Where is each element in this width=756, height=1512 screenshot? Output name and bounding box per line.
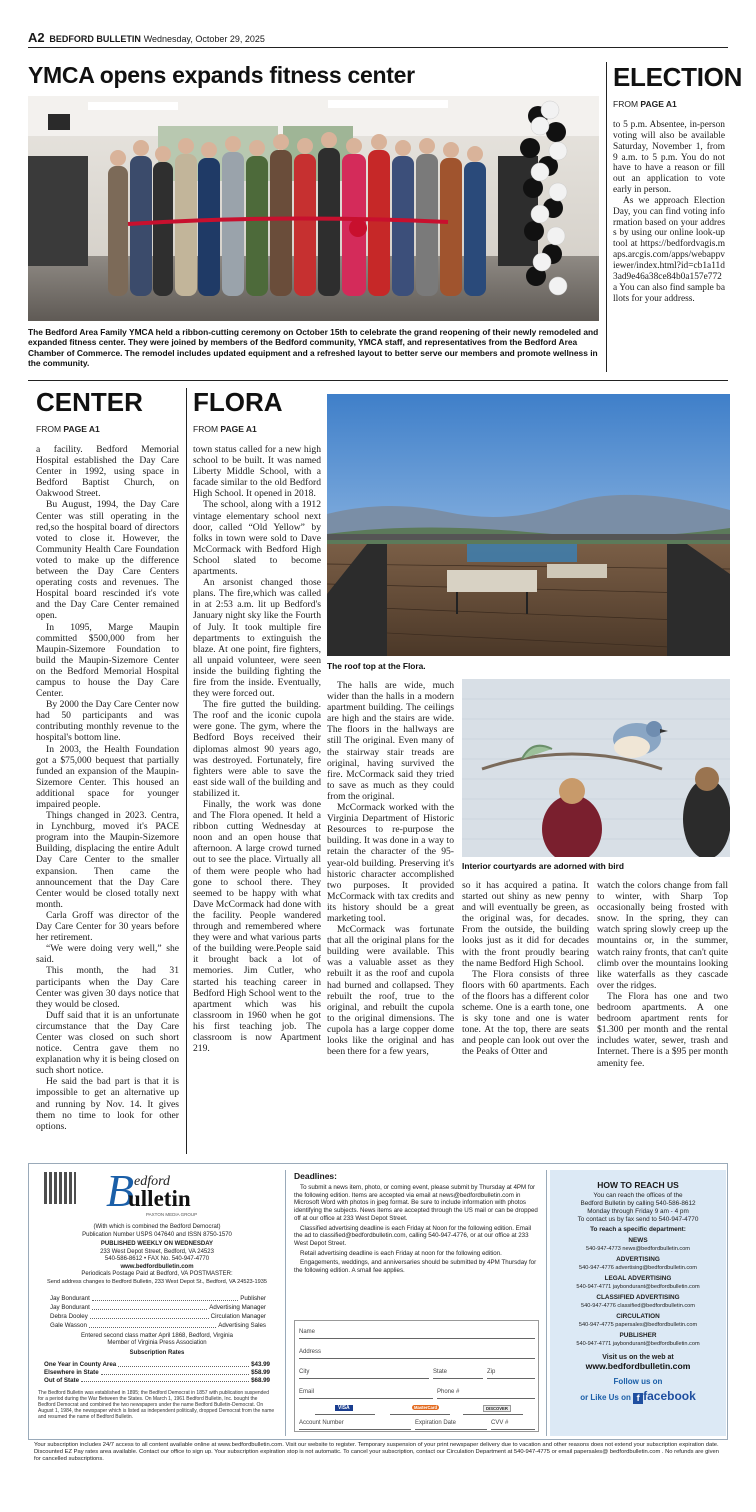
flora-roof-photo (327, 394, 730, 656)
card-checkbox-visa[interactable] (315, 1405, 375, 1415)
flora-paragraph: Finally, the work was done and The Flora opened. It held a ribbon cutting Wednesday at noon and an open house that afternoon. A large crowd turned out to see the place. Virtually all of them were people who had gone to school there. They seemed to be happy with what Dave McCormack had done with the facility. People wandered through and remembered where they were and what various parts of the building were.People said it brought back a lot of memories. Jim Cutler, who started his teaching career in Bedford High School went to the apartment which was his classroom in 1960 when he got his first teaching job. The classroom is now Apartment 219. (193, 799, 321, 1055)
header-rule (28, 47, 728, 48)
staff-name: Debra Dooley (50, 1313, 88, 1320)
rates-title: Subscription Rates (129, 1349, 185, 1356)
center-paragraph: In 2003, the Health Foundation got a $75,000 bequest that partially funded an expansion of the Maupin-Sizemore Center. This housed an additional space for younger impaired people. (36, 743, 179, 810)
staff-row (50, 1294, 266, 1303)
deadline-paragraph: Engagements, weddings, and anniversaries should be submitted by 4PM Thursday for the following edition. A small fee applies. (294, 1259, 537, 1275)
state-field[interactable] (433, 1369, 483, 1379)
account-label: Account Number (299, 1420, 344, 1426)
cvv-label: CVV # (491, 1420, 509, 1426)
masthead-history: The Bedford Bulletin was established in 1895; the Bedford Democrat in 1857 with publication suspended for a period during the War Between the States. On March 1, 1961 Bedford Bulletin, Inc. bought the Bedford Democrat and combined the two newspapers under the name Bedford Bulletin-Democrat. On August 1, 1984, the newspaper which is listed as independent politically, dropped Democrat from the name and resumed the name of Bedford Bulletin. (38, 1390, 275, 1421)
rate-row (44, 1369, 270, 1377)
masthead-line: 540-586-8612 • FAX No. 540-947-4770 (104, 1256, 210, 1262)
center-paragraph: Bu August, 1994, the Day Care Center was still operating in the red,so the hospital board of directors voted to close it. However, the Community Health Care Foundation voted to make up the difference between the Day Care Centers operating costs and revenues. The Hospital board rescinded it's vote and the Day Care Center remained open. (36, 499, 179, 622)
dept-name: NEWS (628, 1237, 648, 1244)
center-paragraph: “We were doing very well,” she said. (36, 943, 179, 966)
email-label: Email (299, 1389, 315, 1395)
flora-paragraph: The school, along with a 1912 vintage elementary school next door, called “Old Yellow” by folks in town were sold to Dave McCormack with Bedford High School slated to become apartments. (193, 499, 321, 578)
bulletin-logo (102, 1165, 282, 1218)
dept-contact[interactable]: 540-947-4771 jaybondurant@bedfordbulletin.com (576, 1284, 700, 1290)
dept-contact[interactable]: 540-947-4773 news@bedfordbulletin.com (586, 1246, 690, 1252)
account-number-field[interactable] (299, 1420, 411, 1430)
flora-column-3 (462, 880, 589, 1058)
address-field[interactable] (299, 1349, 535, 1359)
deadline-paragraph: Classified advertising deadline is each Friday at Noon for the following edition. Email the ad to classified@bedfordbulletin.com, calling 540-947-4776, or at our office at 233 West Depot Street. (294, 1224, 532, 1247)
center-paragraph: In 1095, Marge Maupin committed $500,000 from her Maupin-Sizemore Foundation to build the Maupin-Sizemore Center on the Bedford Memorial Hospital campus to house the Day Care Center. (36, 621, 179, 700)
masthead-line: (With which is combined the Bedford Democrat) (93, 1224, 221, 1230)
center-paragraph: Things changed in 2023. Centra, in Lynchburg, moved it's PACE program into the Maupin-Sizemore Building, displacing the entire Adult Day Care Center to the smaller expansion. Then came the announcement that the Day Care Center would be closed totally next month. (36, 810, 179, 910)
dept-contact[interactable]: 540-947-4776 classified@bedfordbulletin.com (581, 1303, 695, 1309)
name-field[interactable] (299, 1329, 535, 1339)
reach-follow: Follow us on (613, 1377, 663, 1386)
reach-title: HOW TO REACH US (597, 1180, 679, 1190)
rate-price: $68.99 (251, 1376, 270, 1384)
reach-intro (550, 1192, 726, 1404)
reach-dept-label: To reach a specific department: (590, 1226, 686, 1233)
issue-date: Wednesday, October 29, 2025 (143, 34, 265, 44)
reach-box (550, 1170, 726, 1436)
entered-line: Entered second class matter April 1868, Bedford, Virginia (81, 1333, 233, 1339)
cvv-field[interactable] (491, 1420, 535, 1430)
center-paragraph: Duff said that it is an unfortunate circumstance that the Day Care Center was closed on such short notice. Centra gave them no explanation why it is being closed on such short notice. (36, 1009, 179, 1077)
center-flora-rule (186, 388, 187, 1154)
election-from-page: PAGE A1 (640, 99, 677, 109)
flora-paragraph: The Flora has one and two bedroom apartments. A one bedroom apartment rents for $1.300 per month and the rental includes water, sewer, trash and Internet. There is a $95 per month amenity fee. (597, 990, 728, 1069)
dept-contact[interactable]: 540-947-4775 papersales@bedfordbulletin.com (578, 1322, 698, 1328)
reach-intro-line: To contact us by fax send to 540-947-4770 (577, 1216, 699, 1223)
flora-from-label: FROM (193, 424, 219, 434)
reach-intro-line: Bedford Bulletin by calling 540-586-8612 (580, 1200, 696, 1207)
flora-paragraph: watch the colors change from fall to winter, with Sharp Top occasionally being frosted with snow. In the spring, they can watch spring slowly creep up the mountains or, in the summer, watch rainy fronts, that can't quite climb over the mountains looking like waterfalls as they cascade over the ridges. (597, 880, 728, 991)
staff-name: Gale Wasson (50, 1322, 87, 1329)
masthead-box (34, 1165, 280, 1436)
masthead-line: Publication Number USPS 047640 and ISSN 8750-1570 (82, 1231, 232, 1238)
rate-row (44, 1361, 270, 1369)
logo-top: edford (134, 1174, 171, 1189)
staff-row (50, 1303, 266, 1312)
address-label: Address (299, 1349, 322, 1355)
deadline-paragraph: To submit a news item, photo, or coming event, please submit by Thursday at 4PM for the following edition. Items are accepted via email at news@bedfordbulletin.com in Microsoft Word with photos in jpeg format. Be sure to include information with photos identifying the subjects. News items are accepted through the US mail or can be dropped off at our office at 233 West Depot Street. (294, 1184, 538, 1222)
flora-paragraph: town status called for a new high school to be built. It was named Liberty Middle School, with a facade similar to the old Bedford High School. It opened in 2018. (193, 444, 321, 500)
name-label: Name (299, 1329, 316, 1335)
staff-name: Jay Bondurant (50, 1304, 90, 1311)
flora-paragraph: An arsonist changed those plans. The fire,which was called in at 2:53 a.m. lit up Bedford's January night sky like the Fourth of July. It took multiple fire departments to extinguish the blaze. At one point, fire fighters, all unpaid volunteer, were seen inside the building fighting the fire from the inside. Eventually, they were forced out. (193, 577, 321, 700)
courtyard-bird-mural-image (462, 679, 730, 857)
flora-column-1 (193, 444, 321, 1054)
ymca-caption: The Bedford Area Family YMCA held a ribbon-cutting ceremony on October 15th to celebrate the grand reopening of their newly remodeled and expanded fitness center. They were joined by members of the Bedford community, YMCA staff, and representatives from the Bedford Area Chamber of Commerce. The remodel includes updated equipment and a refreshed layout to better serve our members and promote wellness in the community. (28, 327, 599, 368)
center-from-label: FROM (36, 424, 62, 434)
phone-field[interactable] (437, 1389, 535, 1399)
dept-name: LEGAL ADVERTISING (604, 1275, 672, 1282)
center-jump-line (36, 424, 100, 434)
staff-role: Advertising Sales (218, 1322, 266, 1329)
rates-list (44, 1361, 270, 1384)
flora-courtyard-caption: Interior courtyards are adorned with bird (462, 861, 624, 871)
flora-jump-line (193, 424, 257, 434)
zip-field[interactable] (487, 1369, 535, 1379)
flora-from-page: PAGE A1 (220, 424, 257, 434)
flora-column-4 (597, 880, 728, 1069)
staff-row (50, 1312, 266, 1321)
flora-title: FLORA (193, 387, 283, 417)
masthead-info (34, 1224, 280, 1286)
staff-name: Jay Bondurant (50, 1295, 90, 1302)
logo-bottom: ulletin (128, 1186, 191, 1211)
ymca-ribbon-cutting-image (28, 96, 599, 321)
expiration-label: Expiration Date (415, 1420, 457, 1426)
phone-label: Phone # (437, 1389, 460, 1395)
reach-visit: Visit us on the web at (602, 1354, 674, 1361)
ymca-photo (28, 96, 599, 321)
center-body (36, 444, 179, 1132)
flora-paragraph: The halls are wide, much wider than the halls in a modern apartment building. The ceilings are high and the stairs are wide. The floors in the hallways are still The original. Even many of the stairway stair treads are original, having survived the fire. McCormack said they tried to save as much as they could from the original. (327, 680, 454, 802)
election-from-label: FROM (613, 99, 639, 109)
deadlines-box (285, 1170, 547, 1436)
dept-name: CIRCULATION (616, 1313, 660, 1320)
flora-column-2 (327, 680, 454, 1057)
center-paragraph: Carla Groff was director of the Day Care Center for 30 years before her retirement. (36, 909, 179, 944)
masthead-line: Periodicals Postage Paid at Bedford, VA POSTMASTER: (81, 1271, 233, 1277)
logo-initial: B (106, 1165, 135, 1216)
deadlines-title: Deadlines: (294, 1171, 337, 1181)
staff-role: Advertising Manager (209, 1304, 266, 1311)
flora-paragraph: The fire gutted the building. The roof and the iconic cupola were gone. The gym, where the Bedford Boys received their diplomas almost 90 years ago, was destroyed. Fortunately, fire fighters were able to save the east side wall of the building and stabilized it. (193, 699, 321, 799)
staff-row (50, 1321, 266, 1330)
center-paragraph: By 2000 the Day Care Center now had 50 participants and was contributing monthly revenue to the hospital's bottom line. (36, 699, 179, 744)
center-from-page: PAGE A1 (63, 424, 100, 434)
card-checkbox-mastercard[interactable] (390, 1405, 450, 1415)
dept-name: PUBLISHER (619, 1332, 657, 1339)
flora-paragraph: The Flora consists of three floors with 60 apartments. Each of the floors has a different color scheme. One is a earth tone, one is sky tone and one is water tone. At the top, there are seats and people can look out over the the Peaks of Otter and (462, 968, 589, 1058)
rate-price: $58.99 (251, 1368, 270, 1376)
page-header (28, 30, 728, 48)
card-checkbox-discover[interactable] (463, 1405, 523, 1415)
dept-contact[interactable]: 540-947-4771 jaybondurant@bedfordbulletin.com (576, 1341, 700, 1347)
masthead-line: 233 West Depot Street, Bedford, VA 24523 (100, 1248, 214, 1255)
email-field[interactable] (299, 1389, 433, 1399)
staff-role: Circulation Manager (210, 1313, 266, 1320)
election-paragraph: As we approach Election Day, you can find voting information based on your address by using our online look-up tool at https://bedfordvagis.maps.arcgis.com/apps/webappviewer/index.html?id=cb1a11d3ad9e46a38ce84b0a157e772a You can also find sample ballots for your address. (613, 195, 725, 304)
city-label: City (299, 1369, 310, 1375)
ymca-headline: YMCA opens expands fitness center (28, 62, 415, 88)
entered-line: Member of Virginia Press Association (107, 1340, 207, 1347)
expiration-field[interactable] (415, 1420, 487, 1430)
masthead-published: PUBLISHED WEEKLY ON WEDNESDAY (100, 1241, 214, 1247)
dept-name: CLASSIFIED ADVERTISING (596, 1294, 680, 1301)
center-title: CENTER (36, 387, 143, 417)
rate-label: Out of State (44, 1376, 80, 1384)
reach-intro-line: Monday through Friday 9 am - 4 pm (587, 1208, 689, 1215)
city-field[interactable] (299, 1369, 429, 1379)
reach-web-link[interactable]: www.bedfordbulletin.com (585, 1361, 691, 1371)
deadline-paragraph: Retail advertising deadline is each Friday at noon for the following edition. (300, 1249, 502, 1257)
flora-paragraph: McCormack was fortunate that all the original plans for the building were available. This was a valuable asset as they rebuilt it as the roof and cupola had burned and collapsed. They rebuilt the roof, true to the original, and rebuilt the cupola to the original dimensions. The cupola has a large copper dome looks like the original and has been there for a few years, (327, 924, 454, 1058)
reach-like: or Like Us on (580, 1393, 631, 1402)
flora-paragraph: McCormack worked with the Virginia Department of Historic Resources to re-purpose the building. It was done in a way to retain the character of the 95-year-old building. Preserving it's historic character accomplished two purposes. It provided McCormack with tax credits and its history should be a great marketing tool. (327, 802, 454, 924)
visa-icon: VISA (335, 1405, 353, 1411)
rate-label: Elsewhere in State (44, 1368, 99, 1376)
rate-row (44, 1377, 270, 1385)
flora-courtyard-photo (462, 679, 730, 857)
reach-intro-line: You can reach the offices of the (593, 1192, 683, 1199)
dept-name: ADVERTISING (616, 1256, 660, 1263)
zip-label: Zip (487, 1369, 496, 1375)
facebook-line[interactable] (550, 1389, 726, 1404)
deadlines-text (294, 1184, 538, 1275)
qr-code[interactable] (44, 1172, 76, 1204)
facebook-wordmark: facebook (643, 1389, 696, 1403)
logo-group: PAXTON MEDIA GROUP (146, 1212, 198, 1217)
rooftop-image (327, 394, 730, 656)
masthead-line: Send address changes to Bedford Bulletin, 233 West Depot St., Bedford, VA 24523-1935 (47, 1278, 267, 1285)
flora-roof-caption: The roof top at the Flora. (327, 661, 426, 671)
page-number: A2 (28, 30, 45, 45)
mastercard-icon: MasterCard (414, 1405, 438, 1410)
subscription-form (294, 1320, 539, 1432)
rate-price: $43.99 (251, 1361, 270, 1368)
staff-role: Publisher (240, 1295, 266, 1302)
section-rule (28, 380, 728, 381)
masthead-web[interactable]: www.bedfordbulletin.com (120, 1263, 194, 1270)
election-title: ELECTION (613, 62, 743, 92)
center-paragraph: a facility. Bedford Memorial Hospital established the Day Care Center in 1992, using space in Bedford Baptist Church, on Oakwood Street. (36, 444, 179, 500)
center-paragraph: This month, the had 31 participants when the Day Care Center was given 30 days notice that they would be closed. (36, 965, 179, 1010)
election-body (613, 120, 725, 304)
facebook-icon: f (633, 1393, 643, 1404)
discover-icon: DISCOVER (483, 1405, 511, 1412)
state-label: State (433, 1369, 448, 1375)
footer-notice: Your subscription includes 24/7 access to all content available online at www.bedfordbulletin.com. Visit our website to register. Temporary suspension of your print newspaper delivery due to vacation and other reasons does not extend your subscription expiration date. Discounted EZ Pay rates area available. Contact our office to sign up. Your subscription expiration stop is not automatic. To cancel your subscription, contact our Circulation Department at 540-947-4775 or email papersales@ bedfordbulletin.com . No refunds are given for cancelled subscriptions. (34, 1442, 719, 1463)
center-paragraph: He said the bad part is that it is impossible to get an alternative up and running by Nov. 14. It gives them no time to look for other options. (36, 1076, 179, 1132)
masthead-entered (34, 1333, 280, 1357)
election-jump-line (613, 99, 677, 109)
staff-list (50, 1294, 266, 1330)
election-left-rule (606, 62, 607, 372)
flora-paragraph: so it has acquired a patina. It started out shiny as new penny and will eventually be green, as the original was, for decades. From the outside, the building looks just as it did for decades with the front proudly bearing the name Bedford High School. (462, 880, 589, 969)
election-paragraph: to 5 p.m. Absentee, in-person voting will also be available Saturday, November 1, from 9 a.m. to 5 p.m. You do not have to have a reason or fill out an application to vote early in person. (613, 120, 725, 196)
dept-contact[interactable]: 540-947-4776 advertising@bedfordbulletin.com (579, 1265, 697, 1271)
rate-label: One Year in County Area (44, 1361, 117, 1368)
paper-name: BEDFORD BULLETIN (49, 34, 141, 44)
